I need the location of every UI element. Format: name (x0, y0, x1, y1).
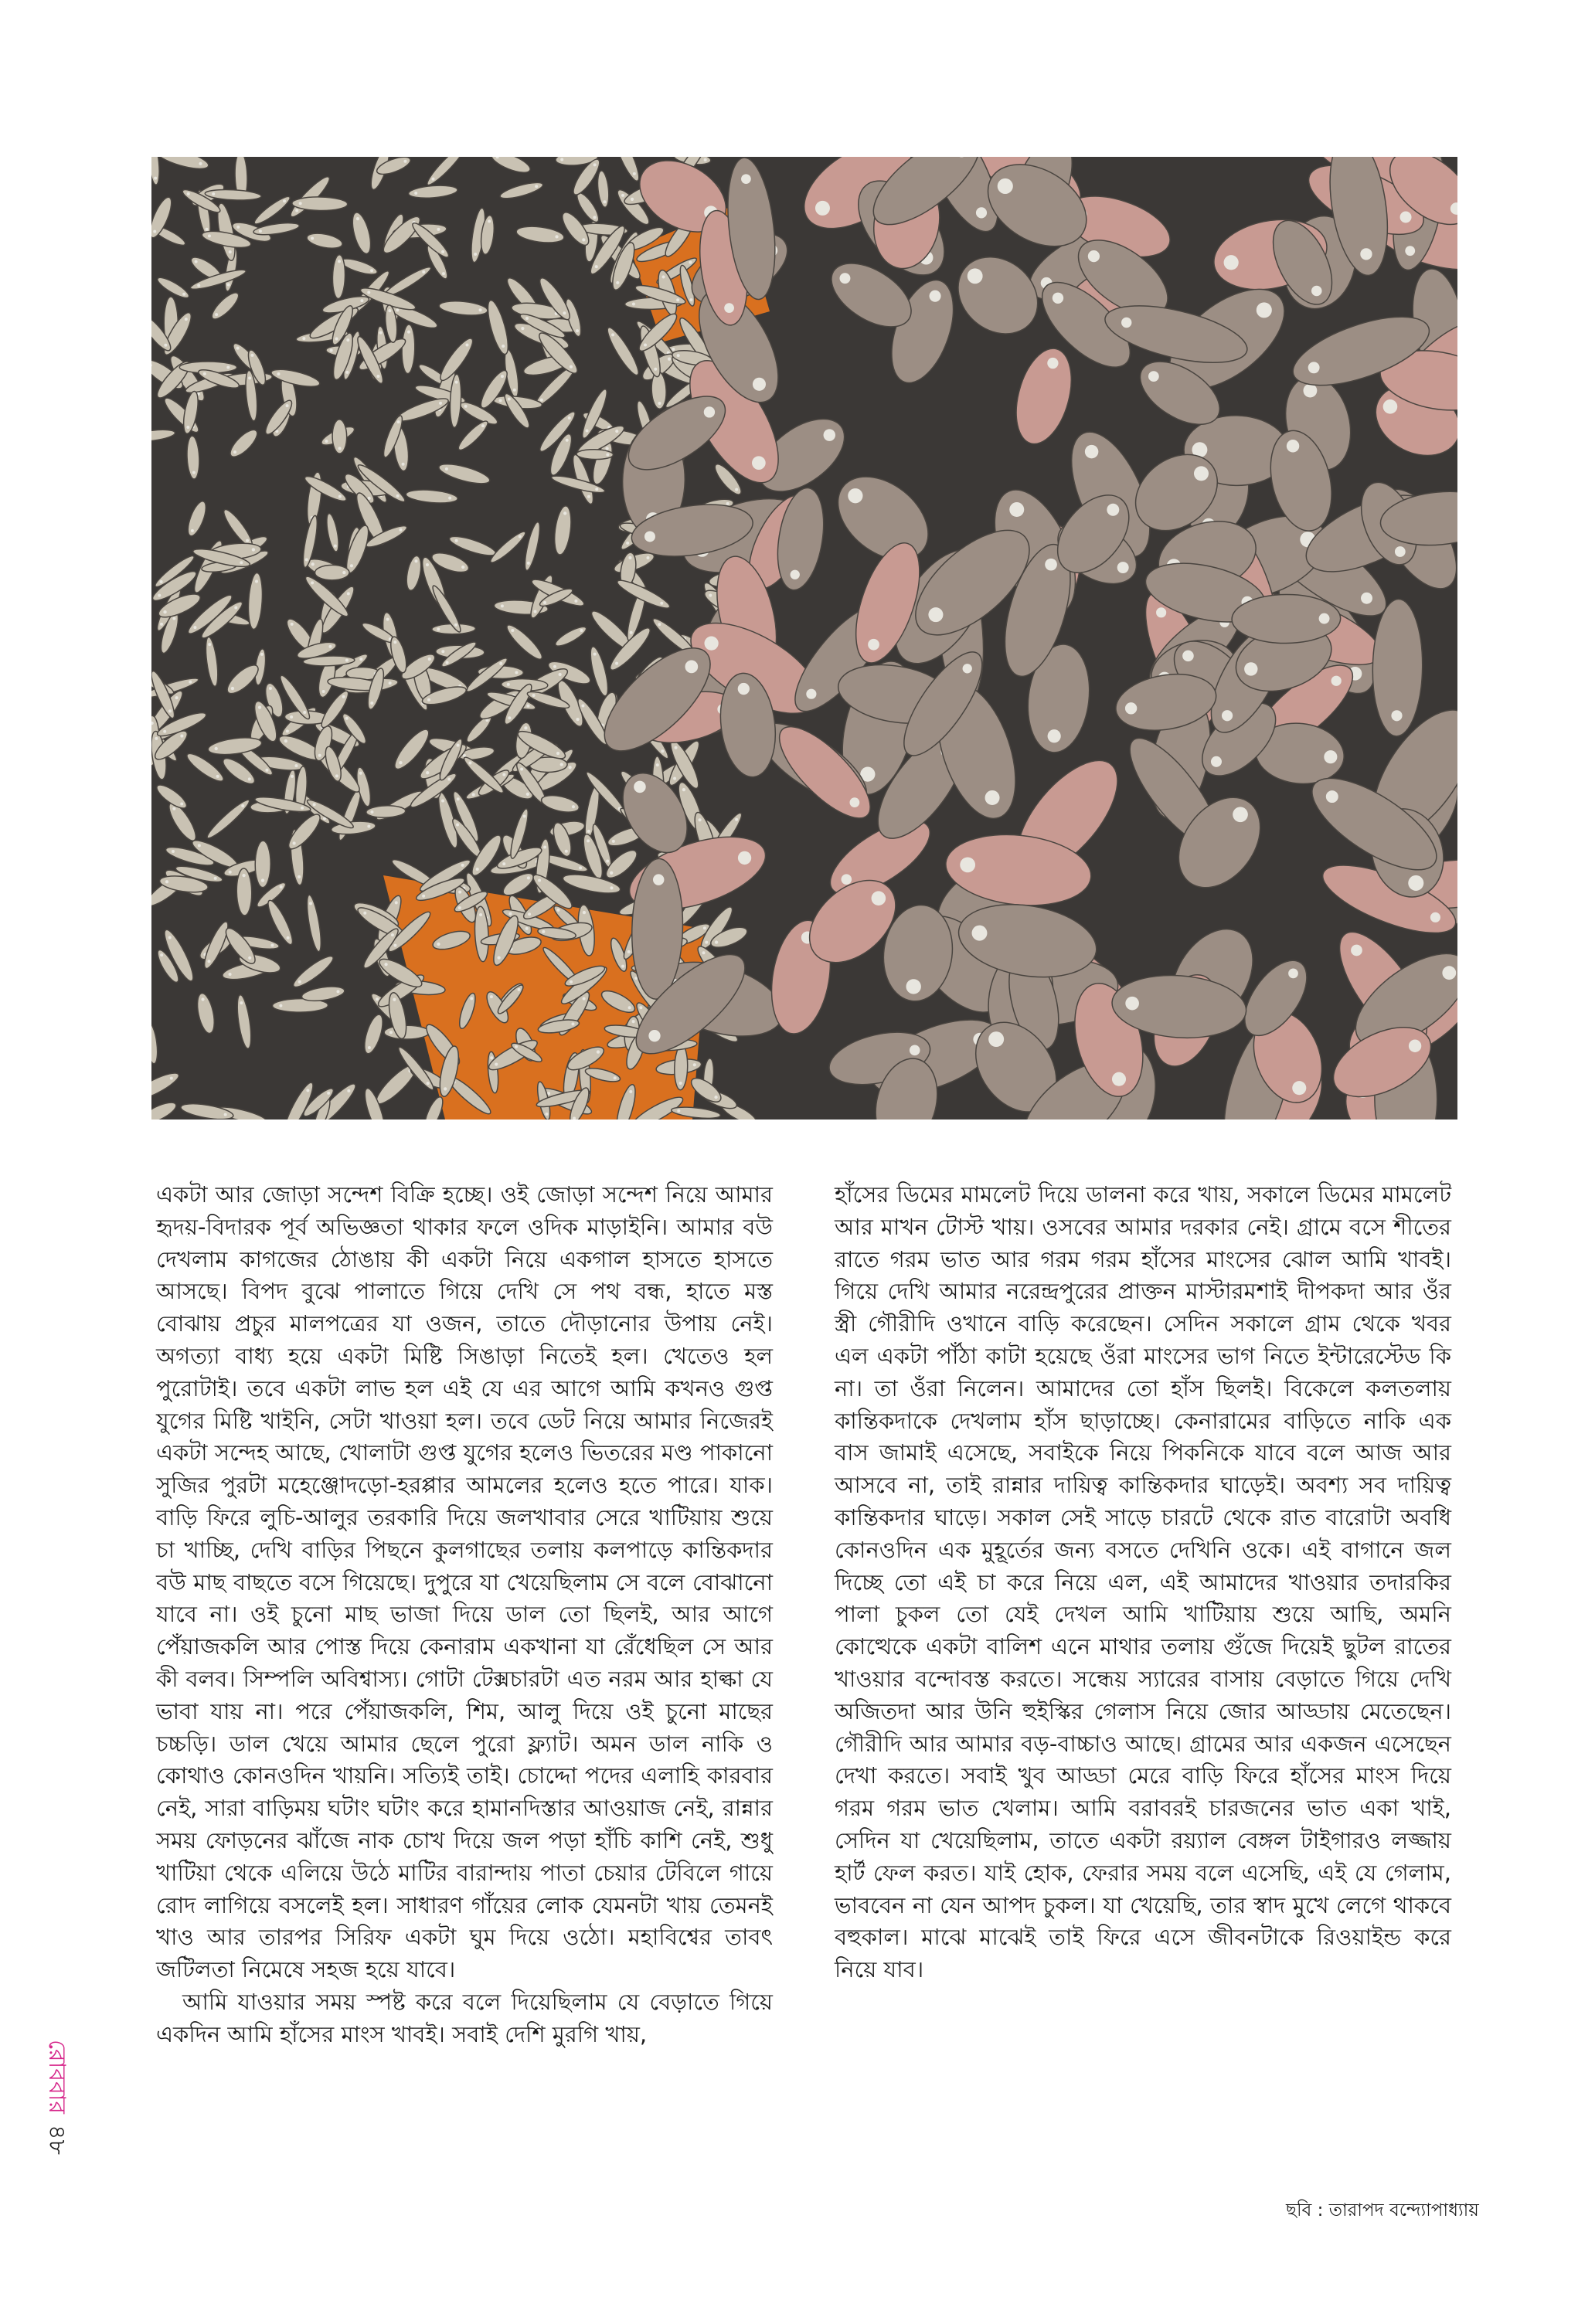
magazine-name: রোববার (43, 2040, 70, 2114)
article-column-right (835, 1179, 1451, 1986)
article-paragraph: আমি যাওয়ার সময় স্পষ্ট করে বলে দিয়েছিলাম যে বেড়াতে গিয়ে একদিন আমি হাঁসের মাংস খাবই। সবাই দেশি মুরগি খায়, (156, 1988, 773, 2047)
fish-photo (151, 157, 1457, 1120)
article-paragraph: হাঁসের ডিমের মামলেট দিয়ে ডালনা করে খায়, সকালে ডিমের মামলেট আর মাখন টোস্ট খায়। ওসবের আমার দরকার নেই। গ্রামে বসে শীতের রাতে গরম ভাত আর গরম গরম হাঁসের মাংসের ঝোল আমি খাবই। গিয়ে দেখি আমার নরেন্দ্রপুরের প্রাক্তন মাস্টারমশাই দীপকদা আর ওঁর স্ত্রী গৌরীদি ওখানে বাড়ি করেছেন। সেদিন সকালে গ্রাম থেকে খবর এল একটা পাঁঠা কাটা হয়েছে ওঁরা মাংসের ভাগ নিতে ইন্টারেস্টেড কি না। তা ওঁরা নিলেন। আমাদের তো হাঁস ছিলই। বিকেলে কলতলায় কান্তিকদাকে দেখলাম হাঁস ছাড়াচ্ছে। কেনারামের বাড়িতে নাকি এক বাস জামাই এসেছে, সবাইকে নিয়ে পিকনিকে যাবে বলে আজ আর আসবে না, তাই রান্নার দায়িত্ব কান্তিকদার ঘাড়েই। অবশ্য সব দায়িত্ব কান্তিকদার ঘাড়ে। সকাল সেই সাড়ে চারটে থেকে রাত বারোটা অবধি কোনওদিন এক মুহূর্তের জন্য বসতে দেখিনি ওকে। এই বাগানে জল দিচ্ছে তো এই চা করে নিয়ে এল, এই আমাদের খাওয়ার তদারকির পালা চুকল তো যেই দেখল আমি খাটিয়ায় শুয়ে আছি, অমনি কোত্থেকে একটা বালিশ এনে মাথার তলায় গুঁজে দিয়েই ছুটল রাতের খাওয়ার বন্দোবস্ত করতে। সন্ধেয় স্যারের বাসায় বেড়াতে গিয়ে দেখি অজিতদা আর উনি হুইস্কির গেলাস নিয়ে জোর আড্ডায় মেতেছেন। গৌরীদি আর আমার বড়-বাচ্চাও আছে। গ্রামের আর একজন এসেছেন দেখা করতে। সবাই খুব আড্ডা মেরে বাড়ি ফিরে হাঁসের মাংস দিয়ে গরম গরম ভাত খেলাম। আমি বরাবরই চারজনের ভাত একা খাই, সেদিন যা খেয়েছিলাম, তাতে একটা রয়্যাল বেঙ্গল টাইগারও লজ্জায় হার্ট ফেল করত। যাই হোক, ফেরার সময় বলে এসেছি, এই যে গেলাম, ভাববেন না যেন আপদ চুকল। যা খেয়েছি, তার স্বাদ মুখে লেগে থাকবে বহুকাল। মাঝে মাঝেই তাই ফিরে এসে জীবনটাকে রিওয়াইন্ড করে নিয়ে যাব। (835, 1181, 1451, 1983)
page-folio (36, 2040, 76, 2155)
article-column-left (156, 1179, 773, 2051)
photo-credit: ছবি : তারাপদ বন্দ্যোপাধ্যায় (1286, 2200, 1479, 2220)
article-paragraph: একটা আর জোড়া সন্দেশ বিক্রি হচ্ছে। ওই জোড়া সন্দেশ নিয়ে আমার হৃদয়-বিদারক পূর্ব অভিজ্ঞতা থাকার ফলে ওদিক মাড়াইনি। আমার বউ দেখলাম কাগজের ঠোঙায় কী একটা নিয়ে একগাল হাসতে হাসতে আসছে। বিপদ বুঝে পালাতে গিয়ে দেখি সে পথ বন্ধ, হাতে মস্ত বোঝায় প্রচুর মালপত্রের যা ওজন, তাতে দৌড়ানোর উপায় নেই। অগত্যা বাধ্য হয়ে একটা মিষ্টি সিঙাড়া নিতেই হল। খেতেও হল পুরোটাই। তবে একটা লাভ হল এই যে এর আগে আমি কখনও গুপ্ত যুগের মিষ্টি খাইনি, সেটা খাওয়া হল। তবে ডেট নিয়ে আমার নিজেরই একটা সন্দেহ আছে, খোলাটা গুপ্ত যুগের হলেও ভিতরের মণ্ড পাকানো সুজির পুরটা মহেঞ্জোদড়ো-হরপ্পার আমলের হলেও হতে পারে। যাক। বাড়ি ফিরে লুচি-আলুর তরকারি দিয়ে জলখাবার সেরে খাটিয়ায় শুয়ে চা খাচ্ছি, দেখি বাড়ির পিছনে কুলগাছের তলায় কলপাড়ে কান্তিকদার বউ মাছ বাছতে বসে গিয়েছে। দুপুরে যা খেয়েছিলাম সে বলে বোঝানো যাবে না। ওই চুনো মাছ ভাজা দিয়ে ডাল তো ছিলই, আর আগে পেঁয়াজকলি আর পোস্ত দিয়ে কেনারাম একখানা যা রেঁধেছিল সে আর কী বলব। সিম্পলি অবিশ্বাস্য। গোটা টেক্সচারটা এত নরম আর হাল্কা যে ভাবা যায় না। পরে পেঁয়াজকলি, শিম, আলু দিয়ে ওই চুনো মাছের চচ্চড়ি। ডাল খেয়ে আমার ছেলে পুরো ফ্ল্যাট। অমন ডাল নাকি ও কোথাও কোনওদিন খায়নি। সত্যিই তাই। চোদ্দো পদের এলাহি কারবার নেই, সারা বাড়িময় ঘটাং ঘটাং করে হামানদিস্তার আওয়াজ নেই, রান্নার সময় ফোড়নের ঝাঁজে নাক চোখ দিয়ে জল পড়া হাঁচি কাশি নেই, শুধু খাটিয়া থেকে এলিয়ে উঠে মাটির বারান্দায় পাতা চেয়ার টেবিলে গায়ে রোদ লাগিয়ে বসলেই হল। সাধারণ গাঁয়ের লোক যেমনটা খায় তেমনই খাও আর তারপর সিরিফ একটা ঘুম দিয়ে ওঠো। মহাবিশ্বের তাবৎ জটিলতা নিমেষে সহজ হয়ে যাবে। (156, 1181, 773, 1983)
page-number: ৪৮ (43, 2124, 70, 2155)
fish-photo-drawing (151, 157, 1457, 1120)
